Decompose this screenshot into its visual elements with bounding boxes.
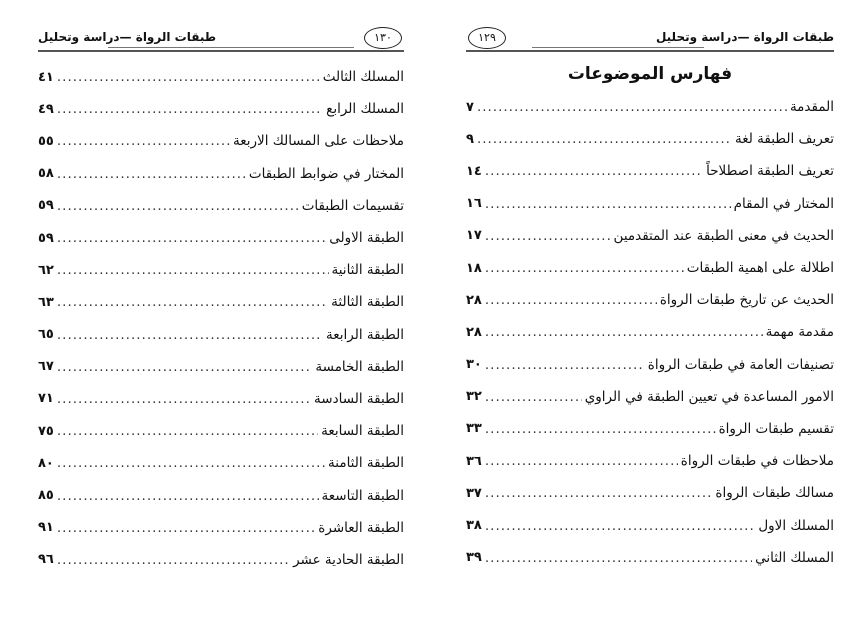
- toc-entry-page: ٧١: [38, 391, 54, 407]
- dot-leader: [485, 389, 582, 405]
- toc-entry-page: ٢٨: [466, 324, 482, 340]
- toc-entry[interactable]: [466, 123, 834, 155]
- toc-entry-page: ٣٨: [466, 518, 482, 534]
- toc-entry[interactable]: [466, 509, 834, 541]
- toc-entry-page: ٩٦: [38, 552, 54, 568]
- toc-title: فهارس الموضوعات: [567, 64, 733, 84]
- dot-leader: [57, 520, 315, 536]
- dot-leader: [477, 99, 787, 115]
- toc-entry-title: الطبقة الثالثة: [331, 294, 404, 311]
- toc-entry[interactable]: [38, 254, 404, 286]
- header-title: طبقات الرواة —دراسة وتحليل: [655, 30, 834, 44]
- toc-entry-page: ٧٥: [38, 423, 54, 439]
- toc-entry[interactable]: [466, 542, 834, 574]
- toc-list: [466, 91, 834, 574]
- toc-entry[interactable]: [38, 93, 404, 125]
- page-number-badge: ١٢٩: [468, 27, 506, 49]
- toc-entry-page: ٢٨: [466, 292, 482, 308]
- toc-entry-title: المسلك الثالث: [322, 69, 404, 86]
- dot-leader: [57, 101, 323, 117]
- dot-leader: [57, 327, 323, 343]
- toc-entry-title: المختار في ضوابط الطبقات: [248, 165, 404, 182]
- toc-entry[interactable]: [38, 125, 404, 157]
- toc-entry[interactable]: [466, 316, 834, 348]
- toc-entry-page: ٣٧: [466, 485, 482, 501]
- dot-leader: [57, 230, 326, 246]
- dot-leader: [57, 198, 299, 214]
- toc-list: [38, 61, 404, 576]
- toc-entry-title: الطبقة الثانية: [331, 262, 404, 279]
- toc-entry[interactable]: [466, 284, 834, 316]
- toc-entry-page: ٧: [466, 99, 474, 115]
- toc-entry-page: ٨٥: [38, 488, 54, 504]
- dot-leader: [57, 294, 328, 310]
- toc-entry-title: تقسيمات الطبقات: [301, 197, 404, 214]
- toc-entry-page: ٣٦: [466, 453, 482, 469]
- toc-entry-page: ٦٥: [38, 327, 54, 343]
- dot-leader: [57, 262, 329, 278]
- toc-entry-title: اطلالة على اهمية الطبقات: [686, 260, 834, 277]
- toc-entry[interactable]: [38, 190, 404, 222]
- toc-entry-page: ٥٩: [38, 198, 54, 214]
- toc-entry-page: ٦٧: [38, 359, 54, 375]
- toc-entry-title: الطبقة السادسة: [314, 390, 404, 407]
- toc-entry-page: ٥٨: [38, 166, 54, 182]
- toc-entry[interactable]: [466, 220, 834, 252]
- toc-entry[interactable]: [466, 252, 834, 284]
- toc-entry-title: الطبقة الثامنة: [328, 455, 404, 472]
- toc-entry-page: ٣٣: [466, 421, 482, 437]
- dot-leader: [57, 488, 319, 504]
- toc-entry-title: مقدمة مهمة: [765, 324, 834, 341]
- dot-leader: [485, 228, 611, 244]
- toc-entry[interactable]: [466, 477, 834, 509]
- toc-entry-title: المقدمة: [789, 99, 834, 116]
- toc-entry-title: المختار في المقام: [733, 195, 834, 212]
- toc-entry[interactable]: [466, 445, 834, 477]
- dot-leader: [485, 324, 763, 340]
- dot-leader: [485, 357, 645, 373]
- toc-entry-title: الحديث عن تاريخ طبقات الرواة: [659, 292, 834, 309]
- toc-entry-page: ١٦: [466, 196, 482, 212]
- toc-entry[interactable]: [38, 415, 404, 447]
- toc-entry-page: ٥٩: [38, 230, 54, 246]
- toc-entry[interactable]: [466, 381, 834, 413]
- toc-entry-title: المسلك الثاني: [755, 549, 834, 566]
- toc-entry-title: تعريف الطبقة لغة: [735, 131, 834, 148]
- toc-entry-title: ملاحظات في طبقات الرواة: [680, 453, 834, 470]
- toc-entry-page: ٣٠: [466, 357, 482, 373]
- toc-entry-title: تعريف الطبقة اصطلاحاً: [706, 163, 834, 180]
- toc-entry[interactable]: [466, 188, 834, 220]
- toc-entry-title: الامور المساعدة في تعيين الطبقة في الراوي: [584, 388, 834, 405]
- dot-leader: [485, 485, 713, 501]
- toc-entry[interactable]: [466, 413, 834, 445]
- toc-entry[interactable]: [466, 349, 834, 381]
- toc-entry-page: ٩: [466, 131, 474, 147]
- toc-entry-page: ٣٢: [466, 389, 482, 405]
- toc-entry-title: الحديث في معنى الطبقة عند المتقدمين: [613, 227, 834, 244]
- running-header: [38, 26, 404, 52]
- toc-entry-title: الطبقة التاسعة: [321, 487, 404, 504]
- dot-leader: [485, 421, 716, 437]
- header-title: طبقات الرواة —دراسة وتحليل: [38, 30, 217, 44]
- dot-leader: [485, 163, 703, 179]
- toc-entry[interactable]: [38, 479, 404, 511]
- toc-entry[interactable]: [466, 155, 834, 187]
- toc-entry[interactable]: [38, 544, 404, 576]
- dot-leader: [57, 455, 325, 471]
- toc-entry[interactable]: [38, 447, 404, 479]
- toc-entry-page: ٩١: [38, 520, 54, 536]
- dot-leader: [57, 391, 311, 407]
- dot-leader: [57, 166, 246, 182]
- dot-leader: [485, 260, 684, 276]
- page-number-badge: ١٣٠: [364, 27, 402, 49]
- dot-leader: [57, 69, 320, 85]
- toc-entry-page: ٦٢: [38, 262, 54, 278]
- header-rule: [532, 47, 704, 48]
- toc-entry-title: الطبقة الحادية عشر: [293, 551, 404, 568]
- toc-entry-title: المسلك الرابع: [326, 101, 404, 118]
- dot-leader: [485, 453, 678, 469]
- toc-entry[interactable]: [38, 222, 404, 254]
- toc-entry-page: ١٧: [466, 228, 482, 244]
- toc-entry-title: الطبقة الاولى: [329, 230, 404, 247]
- toc-entry-page: ٤١: [38, 69, 54, 85]
- toc-entry-title: تقسيم طبقات الرواة: [718, 420, 834, 437]
- toc-entry-page: ١٤: [466, 163, 482, 179]
- dot-leader: [57, 423, 318, 439]
- toc-entry[interactable]: [38, 383, 404, 415]
- dot-leader: [57, 359, 313, 375]
- toc-entry-page: ١٨: [466, 260, 482, 276]
- dot-leader: [477, 131, 732, 147]
- dot-leader: [485, 292, 657, 308]
- toc-entry-page: ٤٩: [38, 101, 54, 117]
- toc-entry[interactable]: [38, 351, 404, 383]
- header-rule: [108, 47, 354, 48]
- toc-entry-title: المسلك الاول: [758, 517, 834, 534]
- toc-entry-title: مسالك طبقات الرواة: [715, 485, 834, 502]
- toc-entry-page: ٨٠: [38, 455, 54, 471]
- running-header: [466, 26, 834, 52]
- toc-entry[interactable]: [38, 158, 404, 190]
- toc-entry[interactable]: [466, 91, 834, 123]
- dot-leader: [57, 552, 290, 568]
- toc-entry-page: ٦٣: [38, 294, 54, 310]
- dot-leader: [485, 196, 731, 212]
- toc-entry-title: الطبقة الخامسة: [315, 358, 404, 375]
- toc-entry-page: ٣٩: [466, 550, 482, 566]
- toc-entry[interactable]: [38, 61, 404, 93]
- toc-entry-title: تصنيفات العامة في طبقات الرواة: [647, 356, 834, 373]
- toc-entry-title: الطبقة الرابعة: [326, 326, 404, 343]
- dot-leader: [57, 133, 230, 149]
- toc-entry[interactable]: [38, 512, 404, 544]
- dot-leader: [485, 518, 755, 534]
- toc-entry-page: ٥٥: [38, 133, 54, 149]
- dot-leader: [485, 550, 752, 566]
- toc-entry-title: ملاحظات على المسالك الاربعة: [233, 133, 404, 150]
- toc-entry-title: الطبقة العاشرة: [318, 519, 404, 536]
- toc-entry[interactable]: [38, 286, 404, 318]
- toc-entry-title: الطبقة السابعة: [321, 423, 404, 440]
- toc-entry[interactable]: [38, 319, 404, 351]
